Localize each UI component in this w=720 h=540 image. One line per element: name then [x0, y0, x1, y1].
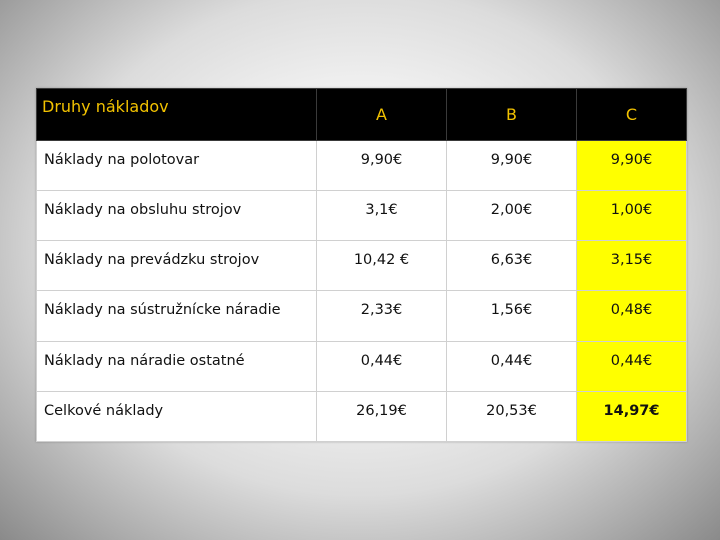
- cell-value-a: 26,19€: [317, 391, 447, 441]
- header-variant-b: B: [447, 89, 577, 141]
- cell-value-c: 0,44€: [577, 341, 687, 391]
- cell-value-a: 10,42 €: [317, 241, 447, 291]
- cell-value-c: 1,00€: [577, 191, 687, 241]
- cell-value-b: 6,63€: [447, 241, 577, 291]
- cell-value-c: 0,48€: [577, 291, 687, 341]
- cell-value-a: 0,44€: [317, 341, 447, 391]
- row-label: Náklady na obsluhu strojov: [37, 191, 317, 241]
- cell-value-a: 3,1€: [317, 191, 447, 241]
- table-row: [37, 141, 687, 191]
- row-label: Náklady na sústružnícke náradie: [37, 291, 317, 341]
- table-row-total: [37, 391, 687, 441]
- table-row: [37, 291, 687, 341]
- table-header-row: [37, 89, 687, 141]
- header-variant-c: C: [577, 89, 687, 141]
- row-label: Náklady na prevádzku strojov: [37, 241, 317, 291]
- table-row: [37, 241, 687, 291]
- header-variant-a: A: [317, 89, 447, 141]
- cell-value-a: 9,90€: [317, 141, 447, 191]
- cell-value-c: 14,97€: [577, 391, 687, 441]
- cell-value-b: 20,53€: [447, 391, 577, 441]
- row-label: Náklady na polotovar: [37, 141, 317, 191]
- cost-comparison-table: [36, 88, 687, 442]
- cell-value-b: 9,90€: [447, 141, 577, 191]
- table-row: [37, 341, 687, 391]
- table-row: [37, 191, 687, 241]
- cell-value-a: 2,33€: [317, 291, 447, 341]
- cell-value-c: 9,90€: [577, 141, 687, 191]
- header-cost-type: Druhy nákladov: [37, 89, 317, 141]
- row-label: Celkové náklady: [37, 391, 317, 441]
- cell-value-c: 3,15€: [577, 241, 687, 291]
- cell-value-b: 2,00€: [447, 191, 577, 241]
- row-label: Náklady na náradie ostatné: [37, 341, 317, 391]
- cell-value-b: 0,44€: [447, 341, 577, 391]
- cell-value-b: 1,56€: [447, 291, 577, 341]
